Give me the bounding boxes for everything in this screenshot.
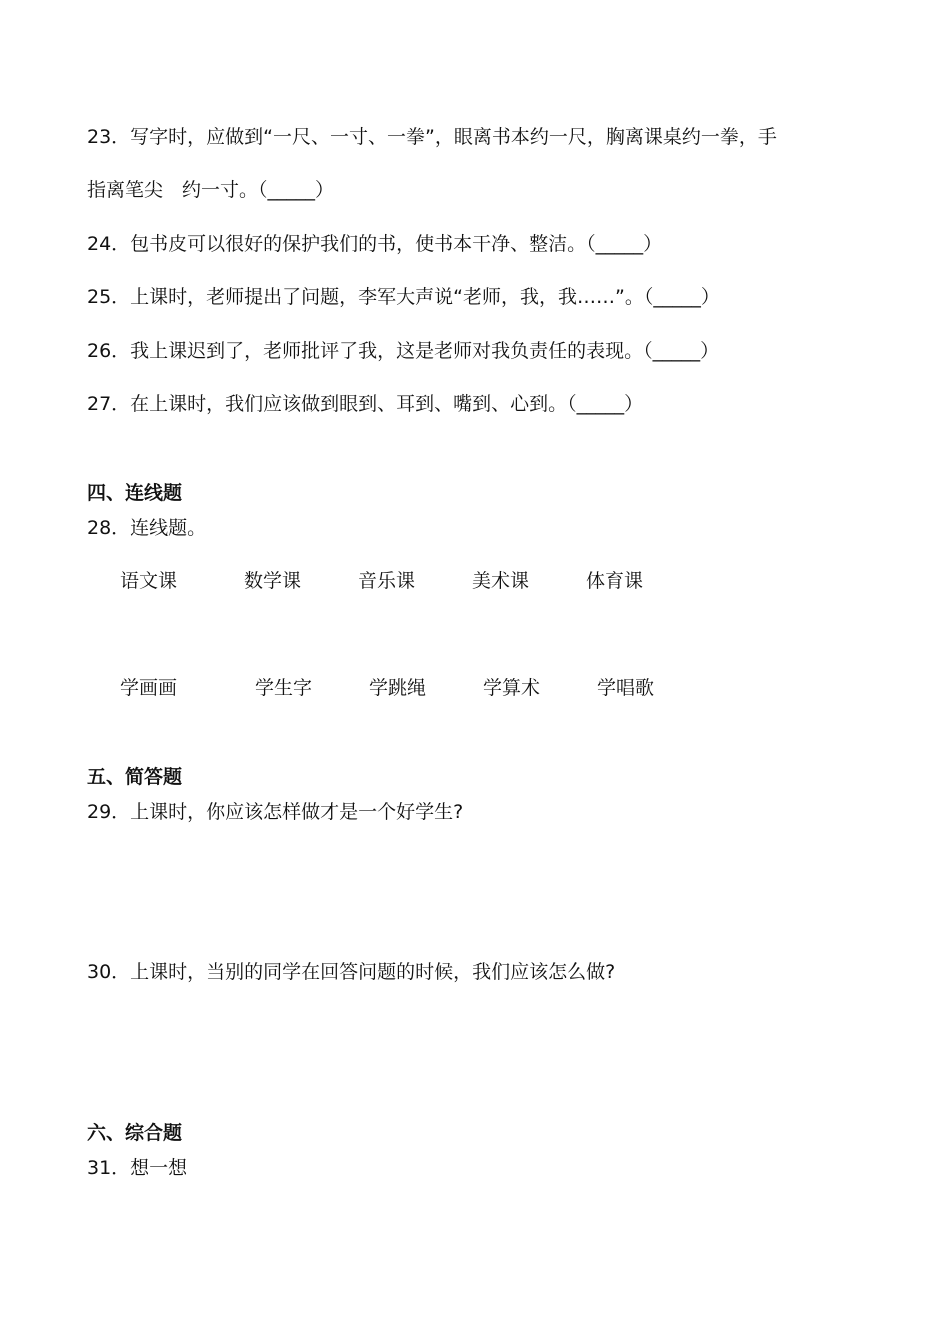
section-6-heading: 六、综合题: [87, 1122, 183, 1144]
match-bottom-item[interactable]: 学跳绳: [369, 677, 427, 699]
section-5-heading: 五、简答题: [87, 766, 183, 788]
match-top-item[interactable]: 音乐课: [358, 570, 416, 592]
match-top-item[interactable]: 数学课: [244, 570, 302, 592]
match-top-item[interactable]: 体育课: [586, 570, 644, 592]
match-bottom-item[interactable]: 学算术: [483, 677, 541, 699]
question-30: 30．上课时，当别的同学在回答问题的时候，我们应该怎么做?: [87, 961, 616, 983]
question-26: 26．我上课迟到了，老师批评了我，这是老师对我负责任的表现。（_____）: [87, 340, 720, 362]
question-23-line-2: 指离笔尖 约一寸。（_____）: [87, 179, 335, 201]
question-28: 28．连线题。: [87, 517, 207, 539]
match-top-item[interactable]: 美术课: [472, 570, 530, 592]
match-top-item[interactable]: 语文课: [120, 570, 178, 592]
question-24: 24．包书皮可以很好的保护我们的书，使书本干净、整洁。（_____）: [87, 233, 663, 255]
match-bottom-item[interactable]: 学画画: [120, 677, 178, 699]
section-4-heading: 四、连线题: [87, 482, 183, 504]
question-27: 27．在上课时，我们应该做到眼到、耳到、嘴到、心到。（_____）: [87, 393, 644, 415]
match-bottom-item[interactable]: 学唱歌: [597, 677, 655, 699]
question-31: 31．想一想: [87, 1157, 188, 1179]
question-29: 29．上课时，你应该怎样做才是一个好学生?: [87, 801, 464, 823]
match-bottom-item[interactable]: 学生字: [255, 677, 313, 699]
question-25: 25．上课时，老师提出了问题，李军大声说“老师，我，我……”。（_____）: [87, 286, 720, 308]
question-23-line-1: 23．写字时，应做到“一尺、一寸、一拳”，眼离书本约一尺，胸离课桌约一拳，手: [87, 126, 777, 148]
